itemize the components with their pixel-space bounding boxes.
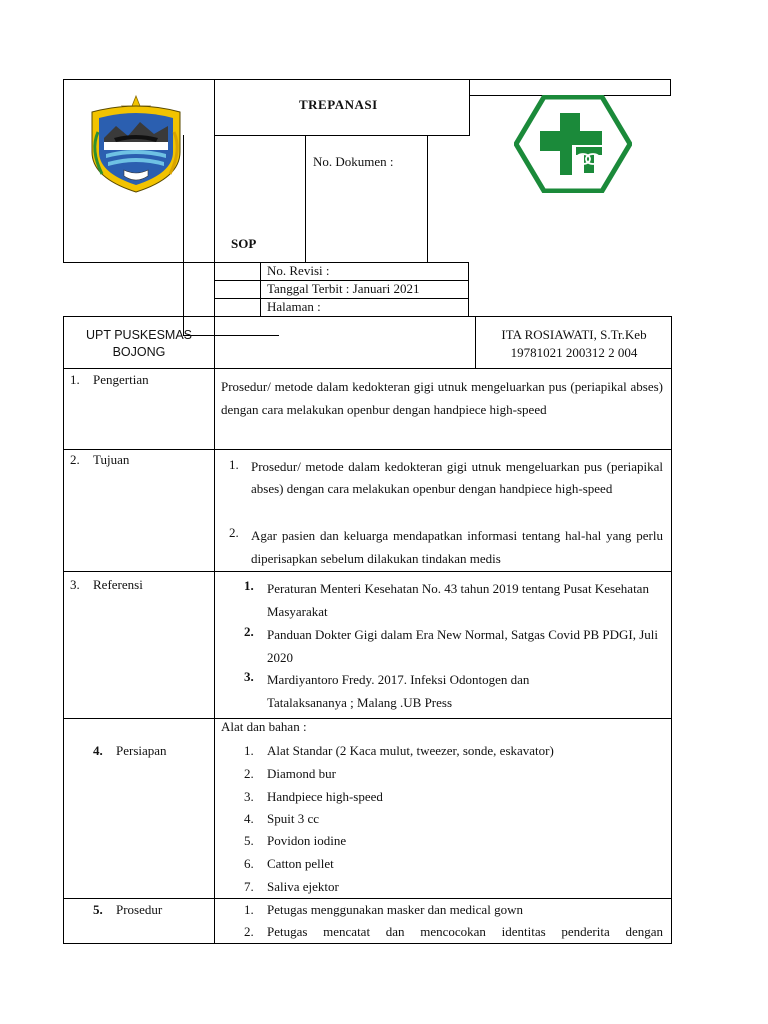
persiapan-item-number: 5. bbox=[244, 833, 254, 848]
tujuan-item-number: 1. bbox=[229, 457, 239, 472]
section-label-referensi: Referensi bbox=[93, 577, 143, 592]
puskesmas-cross-logo bbox=[514, 95, 632, 193]
section-label-prosedur: Prosedur bbox=[116, 902, 163, 917]
prosedur-item-text: Petugas mencatat dan mencocokan identitas penderita dengan bbox=[267, 924, 663, 939]
issue-date-label: Tanggal Terbit : Januari 2021 bbox=[267, 281, 420, 296]
sop-label: SOP bbox=[231, 236, 257, 251]
persiapan-item-number: 1. bbox=[244, 743, 254, 758]
persiapan-item-text: Povidon iodine bbox=[267, 833, 347, 848]
prosedur-item-number: 1. bbox=[244, 902, 254, 917]
section-label-tujuan: Tujuan bbox=[93, 452, 130, 467]
document-number-label: No. Dokumen : bbox=[313, 154, 394, 169]
persiapan-item-text: Saliva ejektor bbox=[267, 879, 339, 894]
persiapan-intro: Alat dan bahan : bbox=[221, 719, 307, 734]
persiapan-item-number: 4. bbox=[244, 811, 254, 826]
section-number-pengertian: 1. bbox=[70, 372, 80, 387]
organization-name bbox=[66, 327, 212, 361]
persiapan-item-number: 6. bbox=[244, 856, 254, 871]
prosedur-item-text: Petugas menggunakan masker dan medical gown bbox=[267, 902, 523, 917]
regency-coat-of-arms-logo bbox=[84, 94, 188, 194]
head-nip: 19781021 200312 2 004 bbox=[510, 345, 638, 360]
persiapan-item-text: Handpiece high-speed bbox=[267, 789, 383, 804]
section-number-referensi: 3. bbox=[70, 577, 80, 592]
referensi-item-number: 2. bbox=[244, 624, 254, 639]
organization-name-line2: BOJONG bbox=[112, 345, 166, 359]
persiapan-item-text: Alat Standar (2 Kaca mulut, tweezer, sonde, eskavator) bbox=[267, 743, 554, 758]
section-label-pengertian: Pengertian bbox=[93, 372, 149, 387]
prosedur-item-number: 2. bbox=[244, 924, 254, 939]
persiapan-item-number: 3. bbox=[244, 789, 254, 804]
document-title: TREPANASI bbox=[299, 97, 378, 112]
persiapan-item-number: 2. bbox=[244, 766, 254, 781]
persiapan-item-text: Catton pellet bbox=[267, 856, 334, 871]
tujuan-item-number: 2. bbox=[229, 525, 239, 540]
section-number-tujuan: 2. bbox=[70, 452, 80, 467]
persiapan-item-text: Diamond bur bbox=[267, 766, 336, 781]
persiapan-item-number: 7. bbox=[244, 879, 254, 894]
referensi-item-number: 3. bbox=[244, 669, 254, 684]
persiapan-item-text: Spuit 3 cc bbox=[267, 811, 319, 826]
revision-number-label: No. Revisi : bbox=[267, 263, 330, 278]
referensi-item-number: 1. bbox=[244, 578, 254, 593]
head-signatory bbox=[478, 326, 670, 362]
head-name: ITA ROSIAWATI, S.Tr.Keb bbox=[501, 327, 647, 342]
referensi-item-text: Peraturan Menteri Kesehatan No. 43 tahun 2019 tentang Pusat Kesehatan Masyarakat bbox=[267, 581, 649, 619]
organization-name-line1: UPT PUSKESMAS bbox=[85, 328, 193, 342]
page-label: Halaman : bbox=[267, 299, 321, 314]
referensi-item-text: Panduan Dokter Gigi dalam Era New Normal, Satgas Covid PB PDGI, Juli 2020 bbox=[267, 627, 659, 665]
pengertian-text: Prosedur/ metode dalam kedokteran gigi utnuk mengeluarkan pus (periapikal abses) dengan cara melakukan openbur dengan handpiece high-speed bbox=[221, 379, 663, 417]
section-label-persiapan: Persiapan bbox=[116, 743, 167, 758]
section-number-persiapan: 4. bbox=[93, 743, 103, 758]
section-number-prosedur: 5. bbox=[93, 902, 103, 917]
referensi-item-text: Mardiyantoro Fredy. 2017. Infeksi Odontogen dan Tatalaksananya ; Malang .UB Press bbox=[267, 672, 530, 710]
tujuan-item-text: Agar pasien dan keluarga mendapatkan informasi tentang hal-hal yang perlu diperisapkan sebelum dilakukan tindakan medis bbox=[251, 528, 663, 566]
tujuan-item-text: Prosedur/ metode dalam kedokteran gigi utnuk mengeluarkan pus (periapikal abses) dengan cara melakukan openbur dengan handpiece high-speed bbox=[251, 459, 663, 496]
